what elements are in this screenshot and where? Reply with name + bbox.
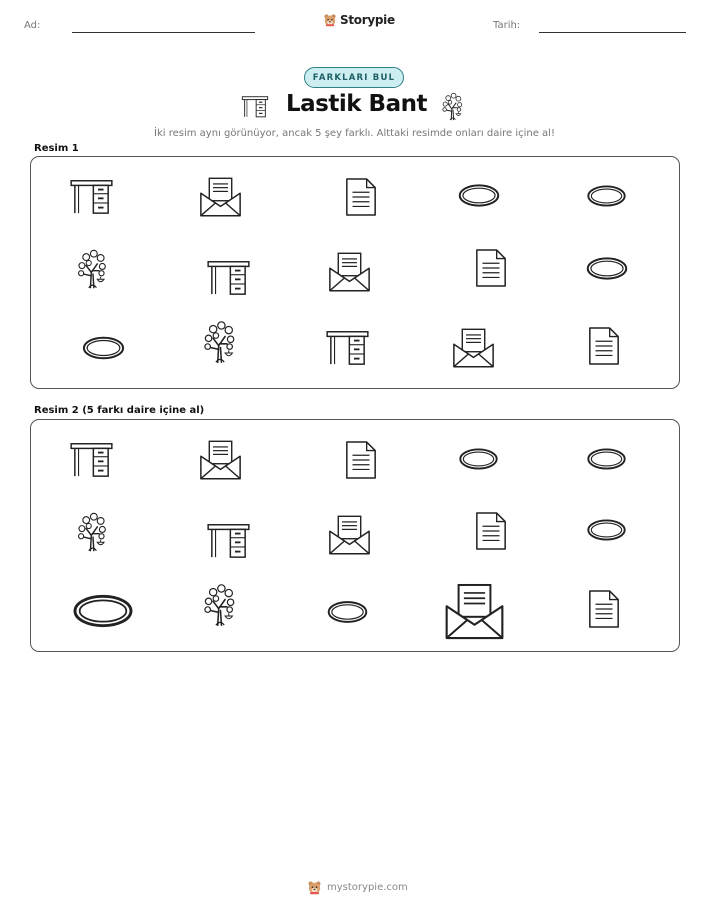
envelope-icon	[328, 514, 371, 556]
rubber-band-icon	[585, 254, 629, 283]
rubber-band-icon	[585, 183, 628, 209]
document-icon	[344, 176, 378, 218]
desk-icon	[69, 441, 114, 478]
document-icon	[587, 588, 621, 630]
name-line[interactable]	[72, 32, 255, 33]
document-icon	[474, 247, 508, 289]
document-icon	[587, 325, 621, 367]
envelope-icon	[199, 439, 242, 481]
date-label: Tarih:	[493, 20, 521, 31]
instructions: İki resim aynı görünüyor, ancak 5 şey farklı. Alttaki resimde onları daire içine al!	[154, 128, 555, 139]
worksheet-badge: FARKLARI BUL	[304, 67, 404, 88]
tree-icon	[202, 320, 239, 364]
footer	[307, 880, 408, 895]
picture1-panel	[30, 156, 680, 389]
footer-site[interactable]: mystorypie.com	[327, 882, 408, 893]
tree-icon	[76, 248, 110, 290]
name-label: Ad:	[24, 20, 41, 31]
tree-icon	[76, 511, 110, 553]
rubber-band-icon	[71, 591, 135, 631]
tree-icon	[202, 583, 239, 627]
tree-icon	[441, 92, 465, 121]
desk-icon	[206, 522, 251, 559]
document-icon	[474, 510, 508, 552]
desk-icon	[69, 178, 114, 215]
rubber-band-icon	[326, 598, 369, 626]
picture2-label: Resim 2 (5 farkı daire içine al)	[34, 405, 205, 416]
rubber-band-icon	[585, 446, 628, 472]
date-line[interactable]	[539, 32, 686, 33]
envelope-icon	[199, 176, 242, 218]
envelope-icon	[328, 251, 371, 293]
bear-icon	[323, 13, 337, 27]
rubber-band-icon	[457, 446, 500, 472]
document-icon	[344, 439, 378, 481]
rubber-band-icon	[457, 181, 501, 210]
rubber-band-icon	[585, 517, 628, 543]
picture1-label: Resim 1	[34, 143, 79, 154]
brand-logo	[323, 13, 395, 27]
brand-name: Storypie	[340, 13, 395, 27]
envelope-icon	[444, 581, 505, 642]
picture2-panel	[30, 419, 680, 652]
envelope-icon	[452, 326, 495, 370]
rubber-band-icon	[81, 334, 126, 362]
page-title: Lastik Bant	[286, 91, 427, 117]
desk-icon	[206, 259, 251, 296]
desk-icon	[241, 95, 269, 118]
desk-icon	[325, 329, 370, 366]
bear-icon	[307, 880, 322, 895]
